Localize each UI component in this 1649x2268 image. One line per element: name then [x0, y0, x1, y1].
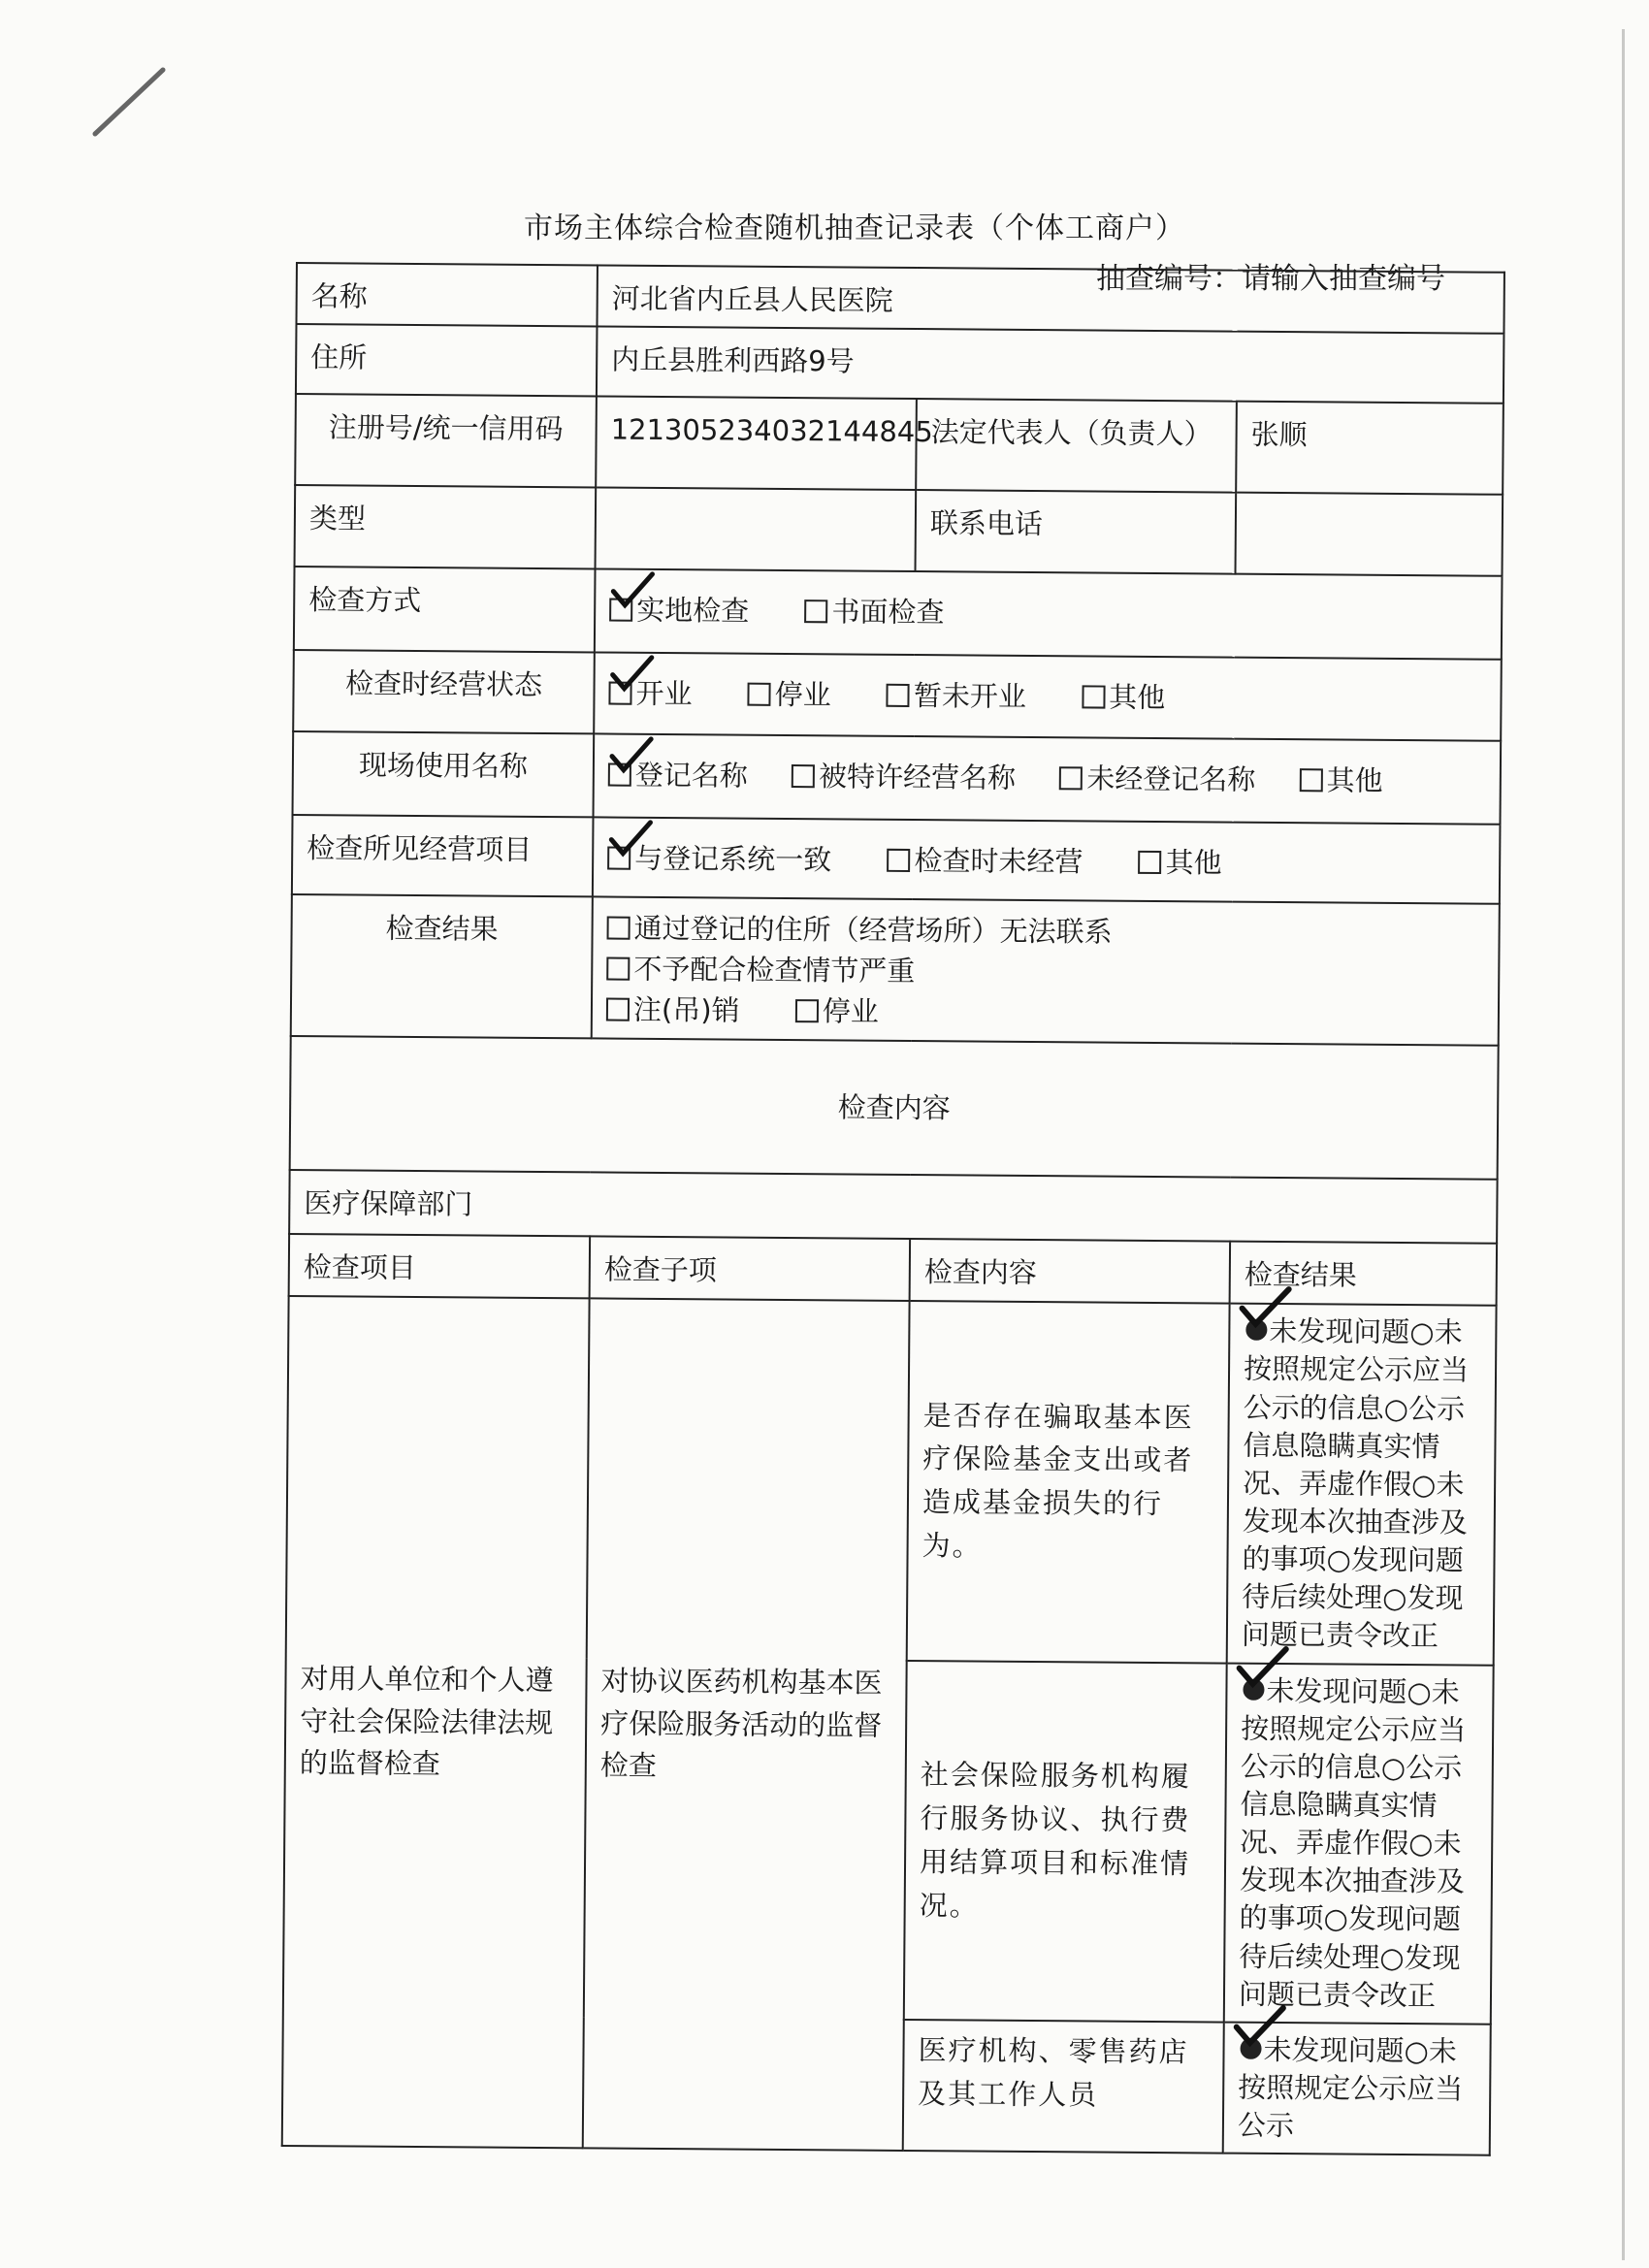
address-label: 住所	[296, 324, 598, 396]
status-option-suspended[interactable]	[748, 676, 831, 715]
row3-result	[1223, 2022, 1491, 2155]
inspection-subitem: 对协议医药机构基本医疗保险服务活动的监督检查	[583, 1299, 910, 2152]
department-label: 医疗保障部门	[289, 1170, 1497, 1244]
result-options	[592, 897, 1500, 1046]
legal-label: 法定代表人（负责人）	[916, 399, 1237, 493]
checkbox-icon	[607, 917, 630, 940]
checkbox-icon	[1082, 686, 1105, 709]
row1-result	[1227, 1304, 1497, 1665]
status-option-not-yet[interactable]	[887, 677, 1026, 716]
checkmark-icon	[1236, 1283, 1294, 1332]
phone-value	[1236, 493, 1504, 576]
result-option-uncooperative[interactable]	[606, 949, 915, 992]
status-label: 检查时经营状态	[293, 650, 595, 733]
col-header-item: 检查项目	[289, 1234, 590, 1298]
usename-option-other[interactable]	[1299, 761, 1382, 800]
scan-edge-line	[1622, 29, 1625, 2260]
status-option-not-yet-label: 暂未开业	[913, 679, 1027, 714]
usename-option-franchise-label: 被特许经营名称	[818, 760, 1017, 794]
method-options	[595, 569, 1503, 660]
items-option-not-operating-label: 检查时未经营	[914, 844, 1083, 879]
method-option-onsite-label: 实地检查	[636, 593, 750, 628]
result-option-stopped[interactable]	[795, 990, 879, 1032]
checkbox-icon	[887, 684, 910, 707]
status-options	[594, 653, 1502, 741]
checkbox-icon	[1139, 851, 1162, 874]
row3-content: 医疗机构、零售药店及其工作人员	[903, 2020, 1224, 2154]
col-header-subitem: 检查子项	[590, 1237, 910, 1302]
sampling-code-label: 抽查编号：	[1096, 262, 1242, 296]
checkmark-icon	[609, 570, 658, 613]
method-label: 检查方式	[294, 567, 596, 652]
checkbox-icon	[1299, 768, 1322, 792]
items-option-consistent[interactable]	[607, 840, 831, 880]
items-option-consistent-label: 与登记系统一致	[634, 841, 832, 877]
section-heading: 检查内容	[290, 1036, 1499, 1180]
sampling-code-value: 请输入抽查编号	[1242, 262, 1445, 296]
status-option-other-label: 其他	[1109, 680, 1166, 715]
method-option-written[interactable]	[804, 593, 944, 632]
checkbox-icon	[748, 683, 771, 706]
result-option-revoked[interactable]	[606, 989, 740, 1031]
document-title: 市场主体综合检查随机抽查记录表（个体工商户）	[524, 211, 1185, 245]
checkmark-icon	[608, 654, 657, 697]
address-value: 内丘县胜利西路9号	[597, 327, 1504, 404]
checkbox-icon	[606, 998, 630, 1021]
pen-stroke-mark	[87, 58, 175, 146]
checkmark-icon	[608, 735, 657, 778]
result-option-stopped-label: 停业	[822, 994, 879, 1028]
usename-option-unregistered-label: 未经登记名称	[1086, 761, 1256, 796]
checkbox-icon	[887, 849, 910, 872]
type-value	[596, 488, 917, 572]
usename-label: 现场使用名称	[293, 731, 595, 817]
legal-value: 张顺	[1236, 402, 1504, 495]
row1-result-text: 未发现问题○未按照规定公示应当公示的信息○公示信息隐瞒真实情况、弄虚作假○未发现本次抽查涉及的事项○发现问题待后续处理○发现问题已责令改正	[1241, 1314, 1470, 1653]
checkbox-icon	[1059, 766, 1083, 790]
col-header-content: 检查内容	[910, 1239, 1230, 1304]
result-option-uncooperative-label: 不予配合检查情节严重	[633, 952, 916, 988]
type-label: 类型	[295, 485, 597, 568]
phone-label: 联系电话	[916, 490, 1237, 574]
name-value: 河北省内丘县人民医院	[597, 265, 1504, 333]
items-options	[593, 818, 1501, 904]
result-label: 检查结果	[291, 894, 593, 1039]
reg-label: 注册号/统一信用码	[295, 394, 597, 487]
checkmark-icon	[607, 819, 656, 861]
result-option-unreachable[interactable]	[606, 908, 1112, 953]
items-option-not-operating[interactable]	[887, 842, 1083, 882]
form-table	[281, 262, 1505, 2156]
col-header-result: 检查结果	[1230, 1242, 1497, 1306]
reg-value: 121305234032144845	[596, 397, 917, 491]
row2-content: 社会保险服务机构履行服务协议、执行费用结算项目和标准情况。	[904, 1661, 1227, 2023]
status-option-suspended-label: 停业	[774, 678, 831, 712]
items-label: 检查所见经营项目	[292, 815, 594, 896]
row3-result-text: 未发现问题○未按照规定公示应当公示	[1237, 2032, 1464, 2143]
checkmark-icon	[1233, 1642, 1291, 1691]
result-option-revoked-label: 注(吊)销	[632, 992, 740, 1027]
status-option-open-label: 开业	[635, 676, 693, 711]
usename-option-other-label: 其他	[1326, 763, 1383, 797]
method-option-onsite[interactable]	[609, 592, 749, 631]
usename-option-unregistered[interactable]	[1059, 760, 1255, 799]
checkbox-icon	[792, 764, 815, 788]
row1-content: 是否存在骗取基本医疗保险基金支出或者造成基金损失的行为。	[907, 1301, 1230, 1663]
usename-option-franchise[interactable]	[792, 758, 1016, 797]
row2-result-text: 未发现问题○未按照规定公示应当公示的信息○公示信息隐瞒真实情况、弄虚作假○未发现本次抽查涉及的事项○发现问题待后续处理○发现问题已责令改正	[1238, 1673, 1467, 2012]
status-option-other[interactable]	[1082, 679, 1165, 718]
usename-option-registered-label: 登记名称	[634, 758, 749, 793]
items-option-other[interactable]	[1138, 844, 1221, 883]
inspection-form	[281, 262, 1504, 2156]
usename-options	[594, 734, 1502, 825]
inspection-item: 对用人单位和个人遵守社会保险法律法规的监督检查	[282, 1296, 590, 2148]
items-option-other-label: 其他	[1165, 846, 1222, 880]
status-option-open[interactable]	[608, 675, 692, 714]
checkbox-icon	[795, 999, 819, 1022]
checkmark-icon	[1231, 2001, 1289, 2050]
name-label: 名称	[296, 263, 597, 327]
checkbox-icon	[804, 599, 827, 623]
row2-result	[1224, 1663, 1494, 2024]
result-option-unreachable-label: 通过登记的住所（经营场所）无法联系	[633, 911, 1113, 949]
method-option-written-label: 书面检查	[831, 595, 945, 630]
checkbox-icon	[606, 957, 630, 981]
usename-option-registered[interactable]	[608, 757, 748, 795]
